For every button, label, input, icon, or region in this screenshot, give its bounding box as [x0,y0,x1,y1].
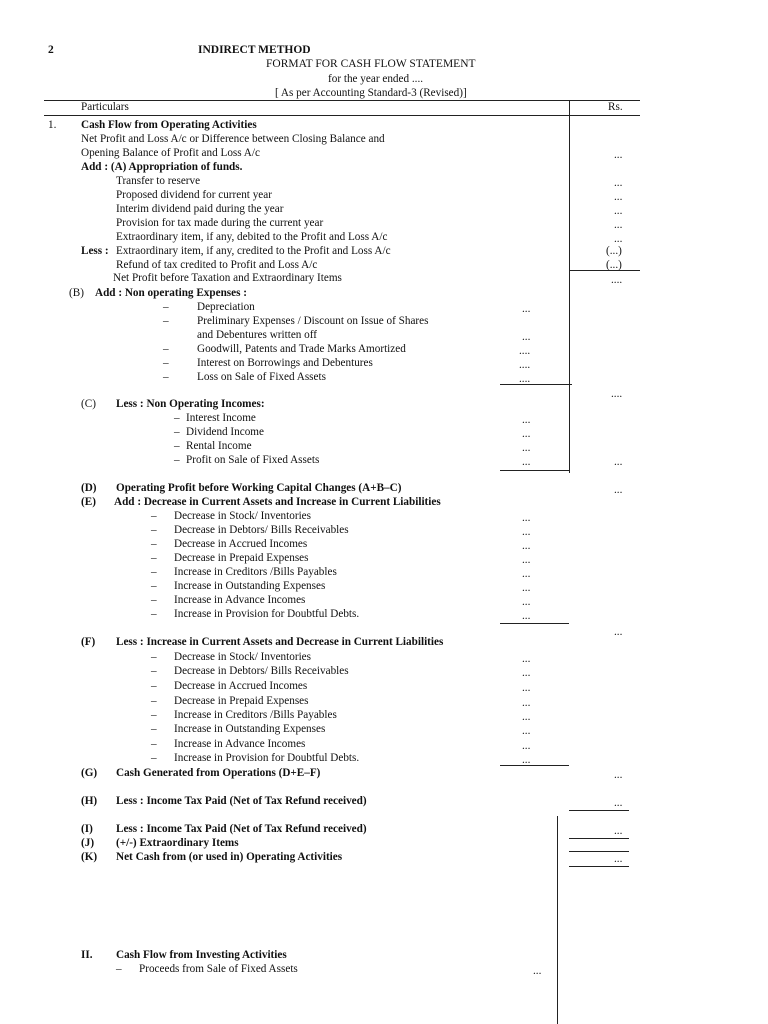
list-item: Decrease in Prepaid Expenses [174,552,309,564]
list-item: Rental Income [186,440,252,452]
subtotal-rule [569,866,629,867]
list-item: Increase in Creditors /Bills Payables [174,709,337,721]
dash-icon: – [163,371,169,383]
section1-title: Cash Flow from Operating Activities [81,119,257,131]
list-item: Interest Income [186,412,256,424]
list-item-value: ... [522,512,531,524]
section-g-heading: Cash Generated from Operations (D+E–F) [116,767,321,779]
list-item-value: ... [522,540,531,552]
dash-icon: – [151,651,157,663]
section-c-total: ... [614,456,623,468]
section-c-heading: Less : Non Operating Incomes: [116,398,265,410]
list-item-value: ... [522,697,531,709]
list-item: Transfer to reserve [116,175,201,187]
dash-icon: – [151,594,157,606]
list-item-value: ... [522,596,531,608]
column-header-particulars: Particulars [81,101,129,113]
list-item: Preliminary Expenses / Discount on Issue of Shares [197,315,429,327]
list-item-value: ... [522,653,531,665]
list-item-value: ... [522,331,531,343]
list-item-value: ... [522,568,531,580]
dash-icon: – [174,426,180,438]
section1-number: 1. [48,119,57,131]
page-number: 2 [48,44,54,56]
less-value-extraordinary: (...) [606,245,622,257]
dash-icon: – [151,524,157,536]
section2-title: Cash Flow from Investing Activities [116,949,287,961]
dash-icon: – [174,440,180,452]
list-item: Decrease in Stock/ Inventories [174,510,311,522]
section-b-heading: Add : Non operating Expenses : [95,287,247,299]
list-item: Proceeds from Sale of Fixed Assets [139,963,298,975]
year-line: for the year ended .... [328,73,424,85]
section-f-heading: Less : Increase in Current Assets and Decrease in Current Liabilities [116,636,444,648]
dash-icon: – [151,738,157,750]
list-item-value: ... [522,414,531,426]
dash-icon: – [151,680,157,692]
list-item: Decrease in Accrued Incomes [174,680,308,692]
dash-icon: – [174,412,180,424]
list-item-value: ... [522,725,531,737]
list-item-value: ... [522,711,531,723]
list-item: Increase in Creditors /Bills Payables [174,566,337,578]
subtotal-rule [500,470,569,471]
list-item-value: .... [519,373,531,385]
dash-icon: – [151,608,157,620]
list-item: Loss on Sale of Fixed Assets [197,371,326,383]
section-h-label: (H) [81,795,98,807]
list-item-value: ... [522,303,531,315]
list-item-value: ... [522,667,531,679]
dash-icon: – [163,301,169,313]
dash-icon: – [151,510,157,522]
section2-number: II. [81,949,93,961]
format-title: FORMAT FOR CASH FLOW STATEMENT [266,58,476,70]
list-item: and Debentures written off [197,329,318,341]
column-header-amount: Rs. [608,101,623,113]
list-item: Decrease in Accrued Incomes [174,538,308,550]
list-item: Provision for tax made during the current year [116,217,324,229]
section-e-total: ... [614,626,623,638]
list-item: Decrease in Prepaid Expenses [174,695,309,707]
section-b-total: .... [611,388,623,400]
list-item: Dividend Income [186,426,264,438]
list-item-value: ... [614,219,623,231]
dash-icon: – [151,695,157,707]
list-item-value: ... [522,526,531,538]
dash-icon: – [174,454,180,466]
section-k-label: (K) [81,851,98,863]
list-item-value: ... [522,582,531,594]
subtotal-rule [500,384,572,385]
section-c-label: (C) [81,398,96,410]
dash-icon: – [116,963,122,975]
net-profit-before-tax-value: .... [611,274,623,286]
section-h-value: ... [614,797,623,809]
subtotal-rule [569,838,629,839]
list-item: Interim dividend paid during the year [116,203,284,215]
list-item: Increase in Advance Incomes [174,594,306,606]
section-i-label: (I) [81,823,93,835]
section-h-heading: Less : Income Tax Paid (Net of Tax Refund received) [116,795,367,807]
subtotal-rule [569,851,629,852]
section-d-value: ... [614,484,623,496]
list-item-value: ... [614,191,623,203]
list-item-value: ... [614,177,623,189]
header-rule-bottom [44,115,640,116]
section-g-label: (G) [81,767,98,779]
less-item-extraordinary: Extraordinary item, if any, credited to the Profit and Loss A/c [116,245,391,257]
list-item: Profit on Sale of Fixed Assets [186,454,320,466]
list-item: Proposed dividend for current year [116,189,272,201]
list-item: Decrease in Stock/ Inventories [174,651,311,663]
dash-icon: – [151,665,157,677]
section-j-label: (J) [81,837,95,849]
list-item-value: ... [522,754,531,766]
list-item-value: .... [519,345,531,357]
list-item: Increase in Outstanding Expenses [174,723,326,735]
section-b-label: (B) [69,287,84,299]
section-j-heading: (+/-) Extraordinary Items [116,837,239,849]
standard-line: [ As per Accounting Standard-3 (Revised)] [275,87,467,99]
method-title: INDIRECT METHOD [198,44,311,56]
dash-icon: – [151,723,157,735]
header-rule-top [44,100,640,101]
dash-icon: – [151,566,157,578]
list-item-value: .... [519,359,531,371]
list-item-value: ... [522,682,531,694]
dash-icon: – [163,315,169,327]
less-value-refund: (...) [606,259,622,271]
list-item: Increase in Provision for Doubtful Debts. [174,608,360,620]
net-profit-line1: Net Profit and Loss A/c or Difference between Closing Balance and [81,133,385,145]
list-item-value: ... [522,442,531,454]
list-item: Goodwill, Patents and Trade Marks Amortized [197,343,406,355]
subtotal-rule [500,765,569,766]
list-item: Increase in Provision for Doubtful Debts. [174,752,360,764]
section-e-heading: Add : Decrease in Current Assets and Increase in Current Liabilities [114,496,441,508]
section-d-heading: Operating Profit before Working Capital Changes (A+B–C) [116,482,402,494]
net-profit-line2: Opening Balance of Profit and Loss A/c [81,147,260,159]
list-item-value: ... [614,233,623,245]
subtotal-rule [569,270,640,271]
section-g-value: ... [614,769,623,781]
net-profit-before-tax: Net Profit before Taxation and Extraordinary Items [113,272,342,284]
amount-column-rule-lower [557,816,558,1024]
dash-icon: – [163,357,169,369]
dash-icon: – [151,552,157,564]
section-i-heading: Less : Income Tax Paid (Net of Tax Refund received) [116,823,367,835]
list-item: Increase in Outstanding Expenses [174,580,326,592]
section-k-heading: Net Cash from (or used in) Operating Activities [116,851,343,863]
section-e-label: (E) [81,496,96,508]
list-item-value: ... [614,205,623,217]
list-item-value: ... [533,965,542,977]
appropriation-heading: Add : (A) Appropriation of funds. [81,161,243,173]
list-item-value: ... [522,610,531,622]
dash-icon: – [163,343,169,355]
list-item-value: ... [522,740,531,752]
list-item: Decrease in Debtors/ Bills Receivables [174,524,349,536]
section-k-value: ... [614,853,623,865]
net-profit-value: ... [614,149,623,161]
list-item-value: ... [522,428,531,440]
list-item: Extraordinary item, if any, debited to the Profit and Loss A/c [116,231,388,243]
list-item-value: ... [522,456,531,468]
list-item: Depreciation [197,301,255,313]
amount-column-rule [569,100,570,473]
list-item-value: ... [522,554,531,566]
list-item: Increase in Advance Incomes [174,738,306,750]
dash-icon: – [151,538,157,550]
subtotal-rule [500,623,569,624]
section-d-label: (D) [81,482,97,494]
dash-icon: – [151,580,157,592]
section-i-value: ... [614,825,623,837]
section-f-label: (F) [81,636,96,648]
subtotal-rule [569,810,629,811]
dash-icon: – [151,752,157,764]
list-item: Interest on Borrowings and Debentures [197,357,373,369]
list-item: Decrease in Debtors/ Bills Receivables [174,665,349,677]
less-item-refund: Refund of tax credited to Profit and Loss A/c [116,259,318,271]
dash-icon: – [151,709,157,721]
less-label: Less : [81,245,109,257]
